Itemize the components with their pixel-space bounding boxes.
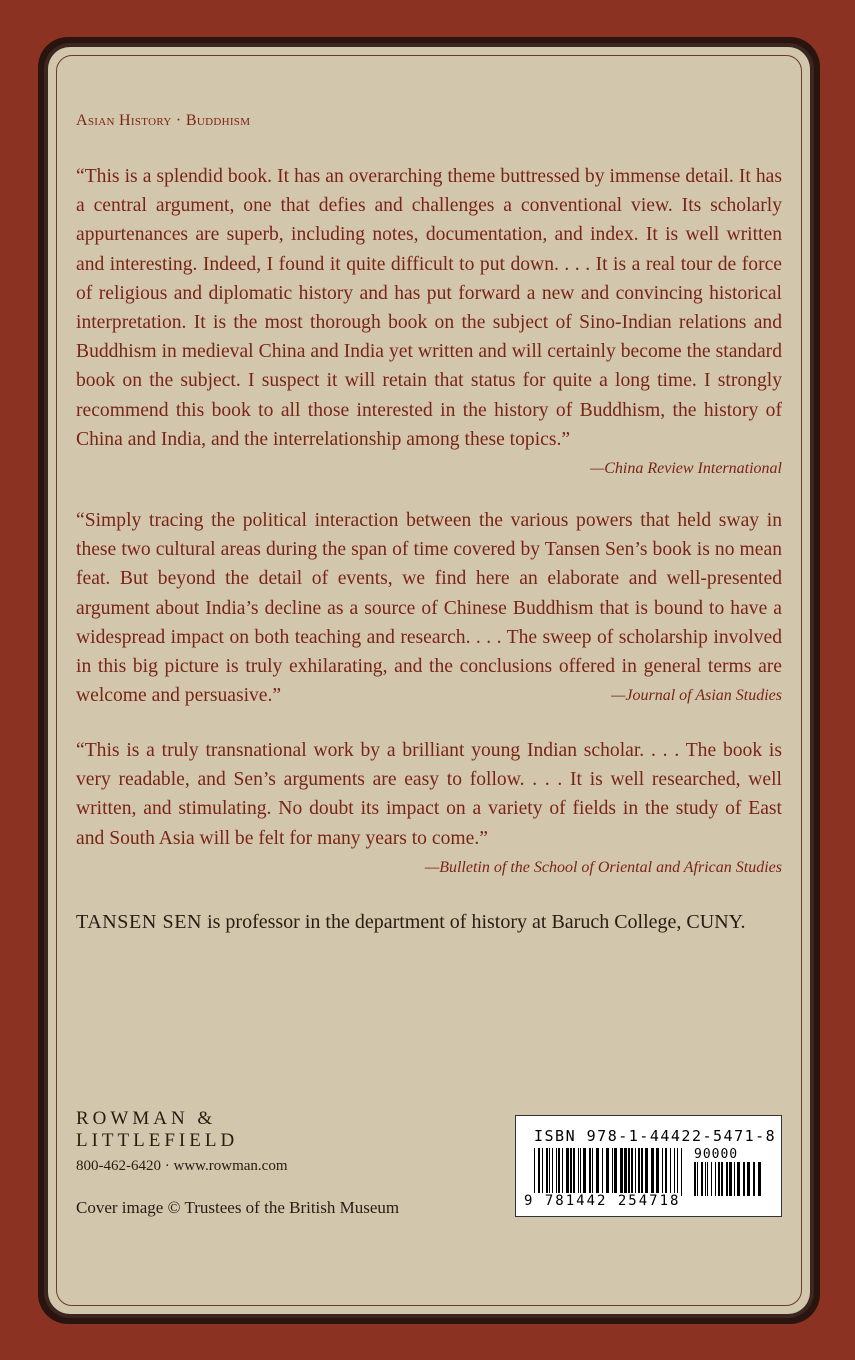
barcode-bar	[747, 1162, 750, 1196]
barcode-bar	[538, 1148, 540, 1196]
ean-digits: 9 781442 254718	[524, 1193, 681, 1209]
barcode-bar	[573, 1148, 575, 1196]
barcode-bar	[707, 1162, 708, 1196]
barcode-bar	[645, 1148, 648, 1196]
barcode-bar	[578, 1148, 579, 1196]
barcode-bar	[552, 1148, 553, 1196]
barcode-bar	[641, 1148, 643, 1196]
barcode-bar	[734, 1162, 735, 1196]
review-quote-text: “This is a truly transnational work by a brilliant young Indian scholar. . . . The book is very readable, and Sen’s arguments are easy to follow. . . . It is well researched, well written, and stimulating. No doubt its impact on a variety of fields in the study of East and South Asia will be felt for many years to come.”	[76, 740, 782, 849]
publisher-contact: 800-462-6420 · www.rowman.com	[76, 1158, 288, 1174]
barcode-bar	[711, 1162, 712, 1196]
barcode-bar	[566, 1148, 569, 1196]
barcode-bar	[677, 1148, 678, 1196]
barcode-bar	[602, 1148, 603, 1196]
barcode-bar	[620, 1148, 623, 1196]
barcode-bar	[549, 1148, 550, 1196]
price-barcode-bars	[694, 1162, 764, 1196]
barcode-bar	[635, 1148, 636, 1196]
publisher-name-line2: LITTLEFIELD	[76, 1130, 239, 1151]
barcode-bar	[589, 1148, 591, 1196]
barcode-bar	[562, 1148, 563, 1196]
author-description: is professor in the department of history at Baruch College, CUNY.	[202, 911, 746, 933]
barcode-bar	[701, 1162, 703, 1196]
barcode-bar	[558, 1148, 560, 1196]
author-bio	[76, 907, 782, 937]
ean-barcode-bars	[534, 1148, 686, 1196]
barcode-bar	[638, 1148, 640, 1196]
barcode-bar	[758, 1162, 761, 1196]
barcode-bar	[570, 1148, 572, 1196]
subject-category	[76, 112, 250, 130]
isbn-number: ISBN 978-1-44422-5471-8	[534, 1127, 777, 1145]
barcode-bar	[556, 1148, 557, 1196]
review-quote-text: “Simply tracing the political interaction between the various powers that held sway in these two cultural areas during the span of time covered by Tansen Sen’s book is no mean feat. But beyond the detail of events, we find here an elaborate and well-presented argument about India’s decline as a source of Chinese Buddhism that is bound to have a widespread impact on both teaching and research. . . . The sweep of scholarship involved in this big picture is truly exhilarating, and the conclusions offered in general terms are welcome and persuasive.”	[76, 510, 782, 707]
barcode-bar	[583, 1148, 586, 1196]
barcode-bar	[694, 1162, 696, 1196]
barcode-bar	[674, 1148, 675, 1196]
subject-right: Buddhism	[185, 112, 251, 129]
publisher-logo	[76, 1108, 238, 1152]
barcode-bar	[624, 1148, 627, 1196]
publisher-name-line1: ROWMAN &	[76, 1108, 217, 1129]
subject-separator: ·	[175, 112, 182, 129]
price-code: 90000	[694, 1147, 739, 1162]
review-quote-source: —Journal of Asian Studies	[611, 687, 782, 705]
barcode-bar	[662, 1148, 663, 1196]
review-quote-source: —China Review International	[590, 460, 782, 478]
barcode-bar	[542, 1148, 543, 1196]
barcode-bar	[721, 1162, 723, 1196]
barcode-bar	[580, 1148, 581, 1196]
barcode-bar	[737, 1162, 740, 1196]
barcode-bar	[681, 1148, 682, 1196]
barcode-bar	[614, 1148, 617, 1196]
barcode-bar	[606, 1148, 609, 1196]
barcode-bar	[726, 1162, 728, 1196]
review-quote-3	[76, 736, 782, 882]
barcode-bar	[534, 1148, 535, 1196]
barcode-bar	[718, 1162, 720, 1196]
barcode-bar	[651, 1148, 654, 1196]
barcode-bar	[715, 1162, 716, 1196]
cover-image-credit: Cover image © Trustees of the British Museum	[76, 1198, 400, 1217]
review-quote-source: —Bulletin of the School of Oriental and African Studies	[424, 858, 782, 876]
author-name: TANSEN SEN	[76, 911, 203, 933]
review-quote-2	[76, 506, 782, 710]
barcode-bar	[705, 1162, 706, 1196]
review-quote-1	[76, 162, 782, 483]
barcode-bar	[753, 1162, 755, 1196]
barcode-bar	[670, 1148, 671, 1196]
barcode-bar	[656, 1148, 659, 1196]
barcode-bar	[596, 1148, 599, 1196]
barcode-bar	[729, 1162, 732, 1196]
barcode-bar	[546, 1148, 548, 1196]
barcode-bar	[697, 1162, 698, 1196]
barcode-bar	[743, 1162, 745, 1196]
barcode-bar	[665, 1148, 667, 1196]
review-quote-text: “This is a splendid book. It has an overarching theme buttressed by immense detail. It has a central argument, one that defies and challenges a conventional view. Its scholarly appurtenances are superb, including notes, documentation, and index. It is well written and interesting. Indeed, I found it quite difficult to put down. . . . It is a real tour de force of religious and diplomatic history and has put forward a new and convincing historical interpretation. It is the most thorough book on the subject of Sino-Indian relations and Buddhism in medieval China and India yet written and will certainly become the standard book on the subject. I suspect it will retain that status for quite a long time. I strongly recommend this book to all those interested in the history of Buddhism, the history of China and India, and the interrelationship among these topics.”	[76, 166, 782, 450]
isbn-barcode	[515, 1115, 782, 1217]
barcode-bar	[612, 1148, 613, 1196]
subject-left: Asian History	[76, 112, 172, 129]
barcode-bar	[592, 1148, 593, 1196]
barcode-bar	[628, 1148, 630, 1196]
barcode-bar	[631, 1148, 633, 1196]
